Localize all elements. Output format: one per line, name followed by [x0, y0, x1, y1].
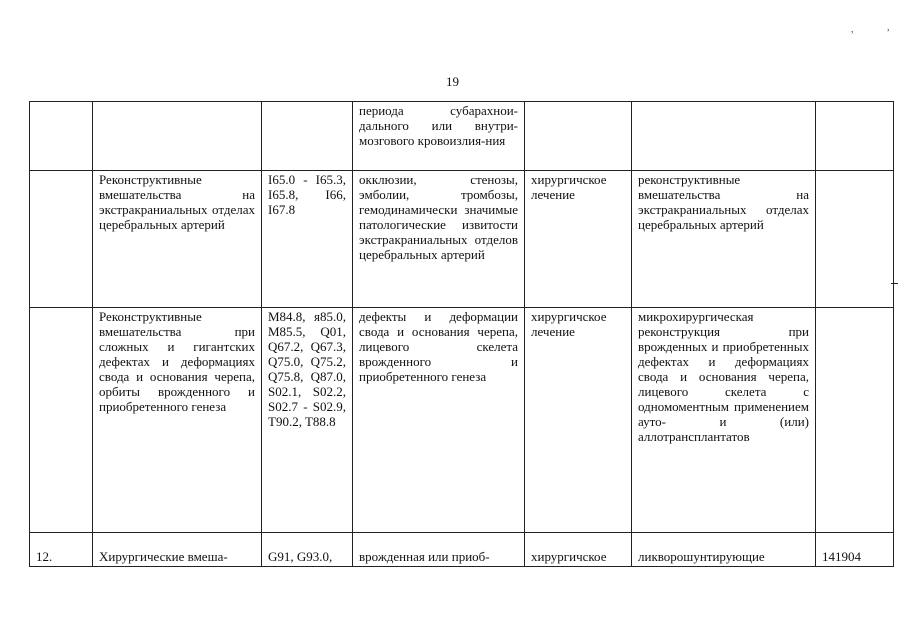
margin-mark — [891, 283, 898, 284]
medical-care-table — [29, 101, 894, 567]
treatment-method-text: реконструктивные вмешательства на экстракраниальных отделах церебральных артерий — [638, 172, 809, 232]
treatment-method-text: ликворошунтирующие — [638, 549, 765, 564]
icd-codes-text: I65.0 - I65.3, I65.8, I66, I67.8 — [268, 172, 346, 217]
intervention-name-cell — [93, 308, 262, 533]
intervention-name-text: Реконструктивные вмешательства при сложных и гигантских дефектах и деформациях свода и основания черепа, орбиты врожденного и приобретенного генеза — [99, 309, 255, 414]
treatment-type-cell — [525, 308, 632, 533]
cost-text: 141904 — [822, 549, 861, 564]
icd-codes-cell — [262, 102, 353, 171]
treatment-type-text: хирургичское лечение — [531, 309, 607, 339]
icd-codes-cell — [262, 171, 353, 308]
treatment-type-text: хирургичское — [531, 549, 607, 564]
table-row — [30, 171, 894, 308]
patient-model-text: окклюзии, стенозы, эмболии, тромбозы, гемодинамически значимые патологические извитости экстракраниальных отделов церебральных артерий — [359, 172, 518, 262]
treatment-type-cell — [525, 102, 632, 171]
cost-cell — [816, 171, 894, 308]
treatment-type-cell — [525, 533, 632, 567]
intervention-name-text: Хирургические вмеша- — [99, 549, 228, 564]
patient-model-cell — [353, 171, 525, 308]
intervention-name-cell — [93, 171, 262, 308]
row-number-cell — [30, 171, 93, 308]
treatment-type-cell — [525, 171, 632, 308]
cost-cell — [816, 308, 894, 533]
patient-model-cell — [353, 308, 525, 533]
icd-codes-cell — [262, 533, 353, 567]
treatment-method-cell — [632, 102, 816, 171]
row-number-cell: 12. — [30, 533, 93, 567]
intervention-name-cell — [93, 533, 262, 567]
page-number: 19 — [446, 74, 459, 89]
treatment-method-text: микрохирургическая реконструкция при врожденных и приобретенных дефектах и деформациях свода и основания черепа, лицевого скелета с одномоментным применением ауто- и (или) аллотрансплантатов — [638, 309, 809, 444]
treatment-type-text: хирургичское лечение — [531, 172, 607, 202]
patient-model-text: врожденная или приоб- — [359, 549, 490, 564]
table-row — [30, 533, 894, 567]
patient-model-text: периода субарахнои-дального или внутри-мозгового кровоизлия-ния — [359, 103, 518, 148]
icd-codes-cell — [262, 308, 353, 533]
scan-speck: , — [887, 22, 890, 33]
treatment-method-cell — [632, 171, 816, 308]
treatment-method-cell — [632, 533, 816, 567]
icd-codes-text: G91, G93.0, — [268, 549, 333, 564]
treatment-method-cell — [632, 308, 816, 533]
scan-speck: , — [851, 24, 854, 35]
patient-model-text: дефекты и деформации свода и основания черепа, лицевого скелета врожденного и приобретенного генеза — [359, 309, 518, 384]
table-row — [30, 308, 894, 533]
intervention-name-text: Реконструктивные вмешательства на экстракраниальных отделах церебральных артерий — [99, 172, 255, 232]
icd-codes-text: M84.8, я85.0, M85.5, Q01, Q67.2, Q67.3, Q75.0, Q75.2, Q75.8, Q87.0, S02.1, S02.2, S02.7 - S02.9, T90.2, T88.8 — [268, 309, 346, 429]
cost-cell — [816, 102, 894, 171]
row-number-cell — [30, 102, 93, 171]
patient-model-cell — [353, 102, 525, 171]
intervention-name-cell — [93, 102, 262, 171]
row-number-cell — [30, 308, 93, 533]
table-row — [30, 102, 894, 171]
cost-cell — [816, 533, 894, 567]
patient-model-cell — [353, 533, 525, 567]
